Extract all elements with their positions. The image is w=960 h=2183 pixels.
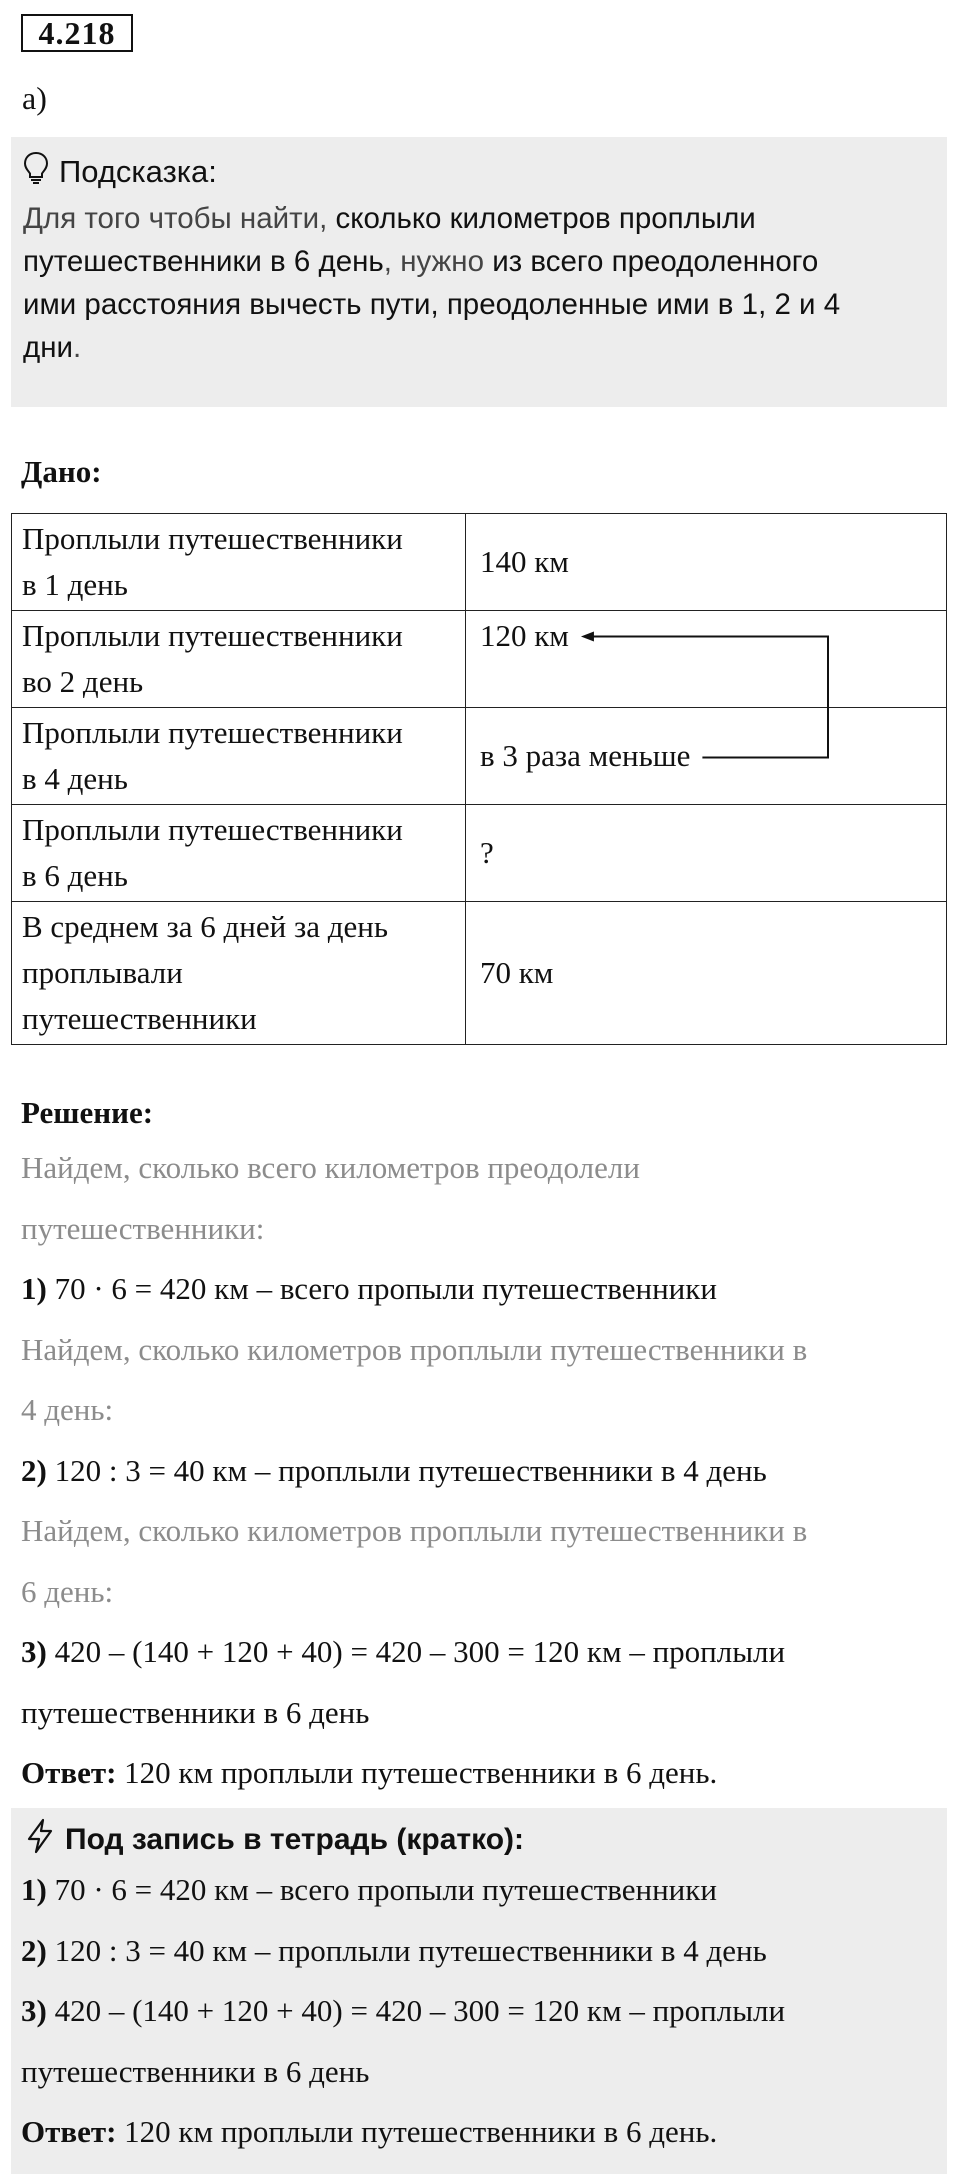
line-text: 120 : 3 = 40 км – проплыли путешественники в 4 день	[46, 1452, 767, 1488]
given-label	[12, 902, 466, 1045]
step-number: 2)	[21, 1932, 47, 1968]
hint-emphasis: из всего преодоленного	[492, 245, 819, 278]
hint-box	[11, 137, 947, 407]
answer-label: Ответ:	[21, 2114, 117, 2149]
given-label-line: В среднем за 6 дней за день	[22, 909, 389, 944]
solution-line	[21, 1931, 941, 1971]
given-value-text: 70 км	[480, 955, 554, 990]
line-text: 120 км проплыли путешественники в 6 день.	[116, 2114, 718, 2149]
given-title: Дано:	[21, 454, 102, 489]
solution-line	[21, 1991, 941, 2031]
line-text: 420 – (140 + 120 + 40) = 420 – 300 = 120 км – проплыли	[46, 1634, 786, 1669]
line-text: Найдем, сколько всего километров преодолели	[21, 1150, 640, 1185]
given-table	[11, 513, 947, 1045]
answer-line	[21, 2112, 941, 2152]
given-value	[466, 611, 947, 708]
answer-label: Ответ:	[21, 1755, 117, 1790]
short-header	[25, 1818, 524, 1862]
explanation-line	[21, 1511, 941, 1551]
line-text: 120 : 3 = 40 км – проплыли путешественники в 4 день	[46, 1932, 767, 1968]
given-value	[466, 805, 947, 902]
given-value-text: ?	[480, 835, 494, 870]
step-number: 3)	[21, 1993, 47, 2028]
hint-text-segment: Для того чтобы найти,	[23, 202, 336, 235]
line-text: Найдем, сколько километров проплыли путешественники в	[21, 1331, 808, 1367]
hint-header	[23, 147, 935, 197]
line-text: 4 день:	[21, 1392, 114, 1427]
given-label	[12, 708, 466, 805]
given-value	[466, 514, 947, 611]
given-row	[12, 514, 947, 611]
hint-text-segment: .	[72, 331, 82, 364]
line-text: 6 день:	[21, 1573, 114, 1609]
solution-line	[21, 1632, 941, 1672]
solution-line	[21, 1451, 941, 1491]
given-label-line: в 4 день	[22, 761, 128, 796]
hint-emphasis: дни	[23, 331, 73, 364]
line-text: 70 · 6 = 420 км – всего пропыли путешественники	[46, 1271, 717, 1306]
hint-line	[23, 197, 935, 240]
given-label-line: Проплыли путешественники	[22, 812, 403, 847]
line-text: 70 · 6 = 420 км – всего пропыли путешественники	[46, 1872, 717, 1907]
given-label-line: Проплыли путешественники	[22, 521, 403, 556]
lightbulb-icon	[23, 151, 49, 193]
given-label-line: Проплыли путешественники	[22, 715, 403, 750]
solution-line	[21, 1269, 941, 1309]
short-title: Под запись в тетрадь (кратко):	[65, 1823, 525, 1856]
given-label	[12, 514, 466, 611]
given-row	[12, 805, 947, 902]
given-label	[12, 611, 466, 708]
explanation-line	[21, 1572, 941, 1612]
hint-line	[23, 326, 935, 369]
hint-title: Подсказка:	[59, 154, 217, 189]
hint-text	[23, 197, 935, 369]
lightning-icon	[25, 1818, 55, 1862]
line-text: путешественники:	[21, 1210, 265, 1246]
hint-emphasis: ими расстояния вычесть пути, преодоленные ими в 1, 2 и 4	[23, 288, 841, 321]
given-value	[466, 902, 947, 1045]
solution-line	[21, 2052, 941, 2092]
line-text: 420 – (140 + 120 + 40) = 420 – 300 = 120 км – проплыли	[46, 1993, 786, 2028]
line-text: путешественники в 6 день	[21, 2053, 370, 2089]
given-label-line: проплывали	[22, 955, 183, 990]
hint-emphasis: сколько километров проплыли	[335, 202, 756, 235]
task-number: 4.218	[21, 14, 133, 52]
given-row	[12, 902, 947, 1045]
given-label-line: во 2 день	[22, 664, 144, 699]
hint-line	[23, 240, 935, 283]
step-number: 1)	[21, 1872, 47, 1907]
given-value	[466, 708, 947, 805]
solution-line	[21, 1870, 941, 1910]
explanation-line	[21, 1148, 941, 1188]
explanation-line	[21, 1209, 941, 1249]
hint-text-segment: , нужно	[383, 245, 493, 278]
given-value-text: 140 км	[480, 544, 569, 579]
given-label-line: в 1 день	[22, 567, 128, 602]
explanation-line	[21, 1390, 941, 1430]
given-value-text: в 3 раза меньше	[480, 738, 691, 773]
given-label-line: в 6 день	[22, 858, 128, 893]
answer-line	[21, 1753, 941, 1793]
given-row	[12, 611, 947, 708]
line-text: Найдем, сколько километров проплыли путешественники в	[21, 1513, 808, 1548]
given-label-line: Проплыли путешественники	[22, 618, 403, 653]
given-label	[12, 805, 466, 902]
explanation-line	[21, 1330, 941, 1370]
line-text: 120 км проплыли путешественники в 6 день.	[116, 1755, 718, 1790]
given-value-text: 120 км	[480, 618, 569, 653]
given-row	[12, 708, 947, 805]
solution-title: Решение:	[21, 1095, 154, 1130]
step-number: 1)	[21, 1271, 47, 1306]
hint-line	[23, 283, 935, 326]
step-number: 2)	[21, 1452, 47, 1488]
solution-line	[21, 1693, 941, 1733]
line-text: путешественники в 6 день	[21, 1694, 370, 1730]
hint-emphasis: путешественники в 6 день	[23, 245, 384, 278]
short-box	[11, 1808, 947, 2174]
step-number: 3)	[21, 1634, 47, 1669]
part-label: а)	[22, 80, 47, 116]
given-label-line: путешественники	[22, 1001, 257, 1036]
